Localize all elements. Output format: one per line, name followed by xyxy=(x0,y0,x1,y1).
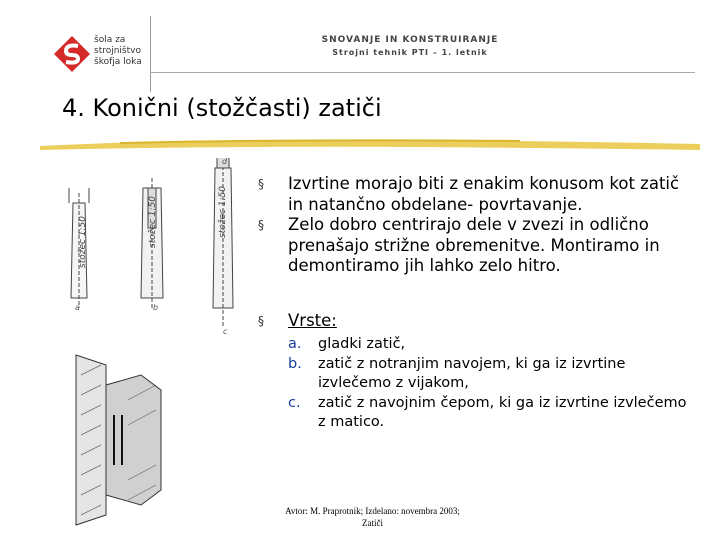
taper-label-3: stožec 1:50 xyxy=(218,185,228,238)
sub-item-letter: c. xyxy=(288,394,301,411)
pin-label-c: c xyxy=(223,327,228,336)
school-logo xyxy=(52,26,152,88)
bullet-list xyxy=(258,174,698,433)
bullet-marker-icon: § xyxy=(258,177,264,191)
bullet-marker-icon: § xyxy=(258,313,264,328)
slide-title: 4. Konični (stožčasti) zatiči xyxy=(62,94,382,122)
pin-label-a: a xyxy=(75,303,80,312)
sub-item xyxy=(288,355,698,394)
sub-item-text: zatič z notranjim navojem, ki ga iz izvrtine izvlečemo z vijakom, xyxy=(318,355,626,391)
bullet-text: Zelo dobro centrirajo dele v zvezi in odlično prenašajo strižne obremenitve. Montiramo in demontiramo jih lahko zelo hitro. xyxy=(288,215,660,275)
sub-item-text: zatič z navojnim čepom, ki ga iz izvrtine izvlečemo z matico. xyxy=(318,394,687,430)
sub-item xyxy=(288,394,698,433)
vrste-heading: Vrste: xyxy=(288,310,337,330)
school-name xyxy=(94,35,142,68)
title-underline-brush xyxy=(0,130,720,160)
school-name-line: šola za xyxy=(94,35,126,45)
taper-label-1: stožec 1:50 xyxy=(78,215,88,268)
pin-label-b: b xyxy=(153,303,159,312)
bullet-item-vrste xyxy=(258,311,698,332)
bullet-item xyxy=(258,174,698,215)
footer-topic: Zatiči xyxy=(362,518,383,528)
gear-section-drawing xyxy=(66,345,176,535)
school-name-line: škofja loka xyxy=(94,57,142,67)
footer-author: Avtor: M. Praprotnik; Izdelano: novembra 2003; xyxy=(285,506,460,516)
school-name-line: strojništvo xyxy=(94,46,141,56)
sub-item-letter: b. xyxy=(288,355,302,372)
header-divider-horizontal xyxy=(150,72,695,73)
taper-label-2: stožec 1:50 xyxy=(148,195,158,248)
pin-c-drawing xyxy=(213,158,233,326)
course-subtitle: Strojni tehnik PTI – 1. letnik xyxy=(332,48,488,57)
bullet-text: Izvrtine morajo biti z enakim konusom kot zatič in natančno obdelane- povrtavanje. xyxy=(288,174,680,214)
header-divider-vertical xyxy=(150,16,151,92)
dimension-label-d: d xyxy=(222,158,228,166)
bullet-item xyxy=(258,215,698,277)
bullet-marker-icon: § xyxy=(258,218,264,232)
school-logo-icon xyxy=(52,34,92,74)
slide-footer xyxy=(230,505,515,529)
course-title: SNOVANJE IN KONSTRUIRANJE xyxy=(321,35,499,45)
sub-item-letter: a. xyxy=(288,336,302,352)
taper-pins-drawing xyxy=(55,158,255,338)
sub-item xyxy=(288,335,698,355)
sub-item-text: gladki zatič, xyxy=(318,336,406,352)
